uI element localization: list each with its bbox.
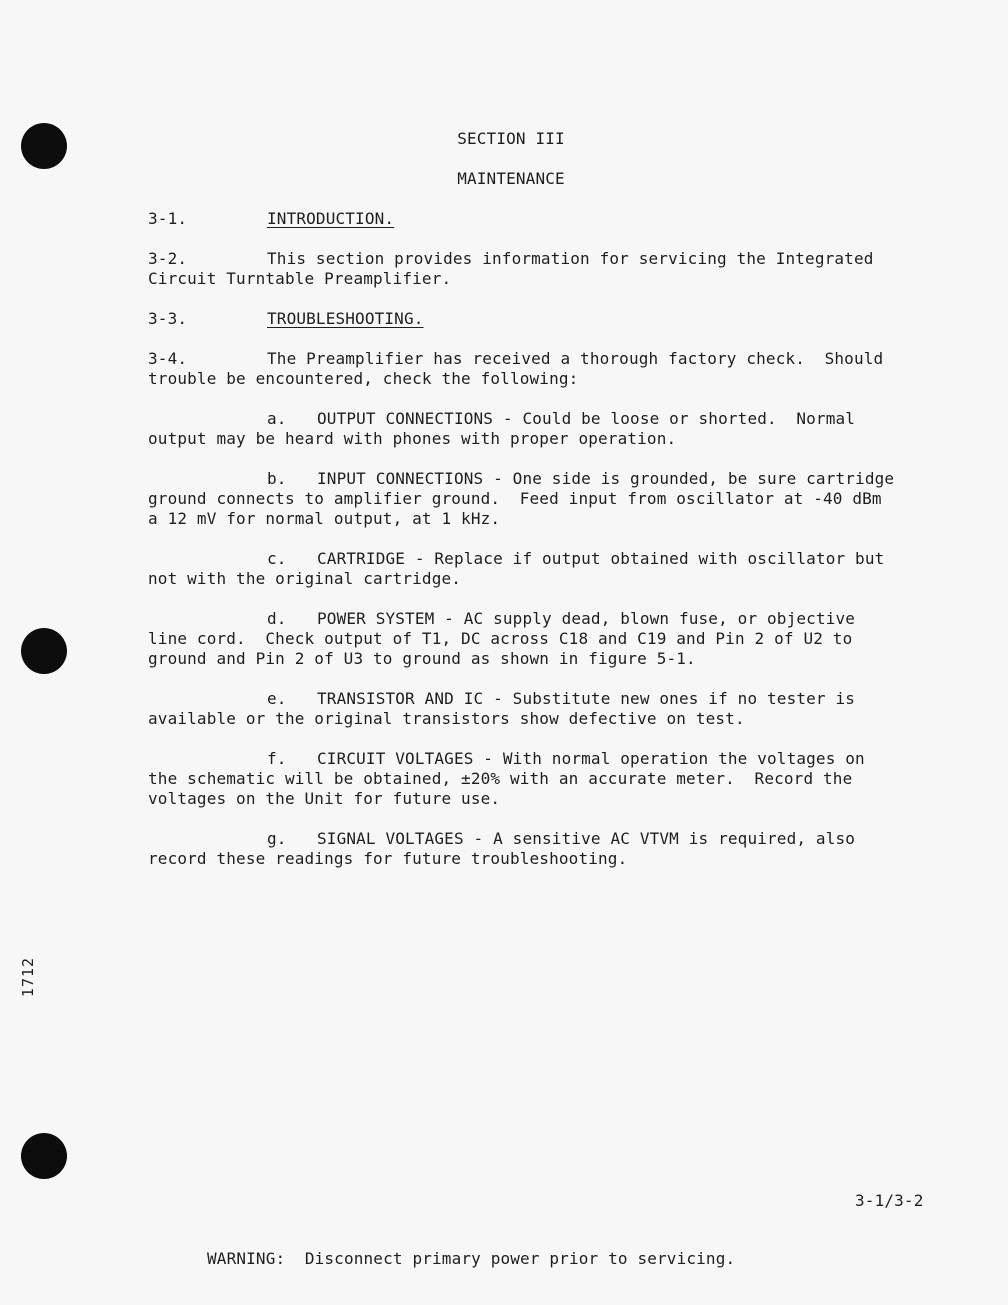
paragraph-number: 3-1.: [148, 209, 188, 228]
section-heading: SECTION III: [457, 129, 565, 148]
item-text: CARTRIDGE - Replace if output obtained with oscillator but: [317, 549, 885, 568]
item-text: available or the original transistors show defective on test.: [148, 709, 745, 728]
item-letter: a.: [267, 409, 287, 428]
item-letter: g.: [267, 829, 287, 848]
paragraph-heading: TROUBLESHOOTING.: [267, 309, 424, 328]
item-text: ground connects to amplifier ground. Feed input from oscillator at -40 dBm: [148, 489, 882, 508]
item-text: record these readings for future troubleshooting.: [148, 849, 628, 868]
item-text: POWER SYSTEM - AC supply dead, blown fuse, or objective: [317, 609, 856, 628]
item-text: line cord. Check output of T1, DC across C18 and C19 and Pin 2 of U2 to: [148, 629, 853, 648]
item-text: ground and Pin 2 of U3 to ground as shown in figure 5-1.: [148, 649, 696, 668]
item-text: the schematic will be obtained, ±20% with an accurate meter. Record the: [148, 769, 853, 788]
item-text: CIRCUIT VOLTAGES - With normal operation the voltages on: [317, 749, 865, 768]
paragraph-heading: INTRODUCTION.: [267, 209, 395, 228]
item-letter: d.: [267, 609, 287, 628]
item-text: TRANSISTOR AND IC - Substitute new ones if no tester is: [317, 689, 856, 708]
document-number: 1712: [19, 956, 37, 998]
paragraph-number: 3-2.: [148, 249, 188, 268]
paragraph-number: 3-4.: [148, 349, 188, 368]
item-text: SIGNAL VOLTAGES - A sensitive AC VTVM is required, also: [317, 829, 856, 848]
item-text: INPUT CONNECTIONS - One side is grounded, be sure cartridge: [317, 469, 895, 488]
item-letter: b.: [267, 469, 287, 488]
item-text: voltages on the Unit for future use.: [148, 789, 501, 808]
item-text: not with the original cartridge.: [148, 569, 462, 588]
punch-hole: [21, 1133, 67, 1179]
punch-hole: [21, 628, 67, 674]
paragraph-number: 3-3.: [148, 309, 188, 328]
paragraph-text: trouble be encountered, check the following:: [148, 369, 579, 388]
footer-warning: WARNING: Disconnect primary power prior to servicing.: [207, 1249, 736, 1268]
item-letter: c.: [267, 549, 287, 568]
item-text: output may be heard with phones with proper operation.: [148, 429, 677, 448]
paragraph-text: This section provides information for servicing the Integrated: [267, 249, 874, 268]
paragraph-text: The Preamplifier has received a thorough factory check. Should: [267, 349, 884, 368]
paragraph-text: Circuit Turntable Preamplifier.: [148, 269, 452, 288]
page-number: 3-1/3-2: [855, 1191, 924, 1210]
item-letter: e.: [267, 689, 287, 708]
section-title: MAINTENANCE: [457, 169, 565, 188]
item-text: a 12 mV for normal output, at 1 kHz.: [148, 509, 501, 528]
item-letter: f.: [267, 749, 287, 768]
item-text: OUTPUT CONNECTIONS - Could be loose or shorted. Normal: [317, 409, 856, 428]
